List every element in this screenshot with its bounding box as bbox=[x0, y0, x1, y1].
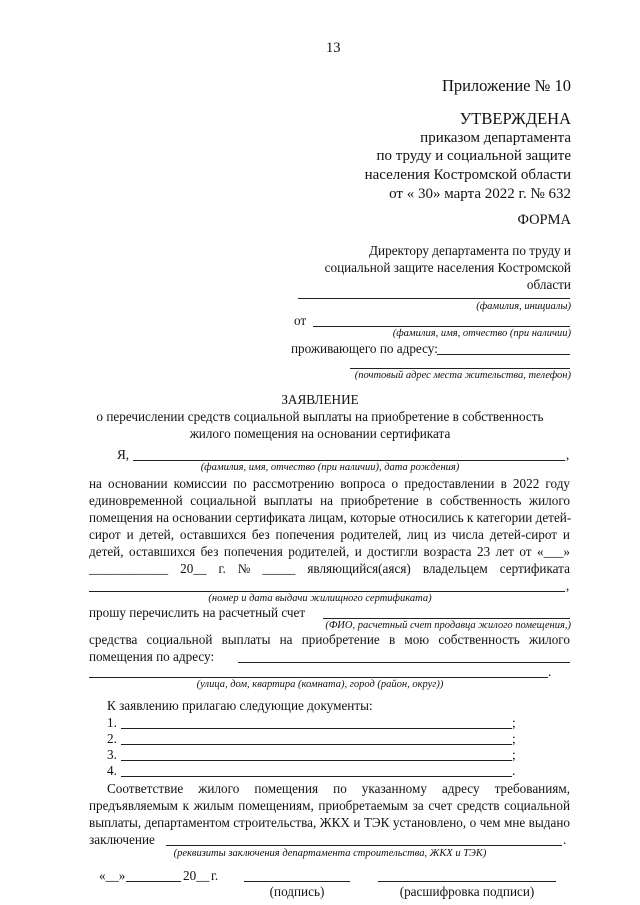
attachment-number-4: 4. bbox=[107, 763, 117, 778]
certificate-details-field[interactable] bbox=[89, 591, 565, 592]
name-initials-field[interactable] bbox=[298, 298, 570, 299]
seller-account-field[interactable] bbox=[323, 618, 570, 619]
caption-name-initials: (фамилия, инициалы) bbox=[476, 301, 571, 312]
caption-address: (улица, дом, квартира (комната), город (район, округ)) bbox=[196, 679, 444, 690]
conclusion-field[interactable] bbox=[166, 845, 562, 846]
caption-certificate: (номер и дата выдачи жилищного сертификата) bbox=[208, 593, 432, 604]
date-year-suffix: г. bbox=[211, 868, 219, 883]
attachment-end-1: ; bbox=[512, 715, 516, 730]
form-label: ФОРМА bbox=[517, 212, 571, 228]
cert-number-sign: № bbox=[237, 561, 251, 576]
approved-label: УТВЕРЖДЕНА bbox=[459, 109, 571, 128]
caption-full-name: (фамилия, имя, отчество (при наличии) bbox=[392, 328, 571, 339]
conclusion-label: заключение bbox=[89, 832, 155, 847]
caption-seller: (ФИО, расчетный счет продавца жилого помещения,) bbox=[325, 620, 571, 631]
paragraph-line-2: единовременной социальной выплаты на приобретение в собственность жилого bbox=[89, 493, 570, 508]
statement-subtitle-2: жилого помещения на основании сертификата bbox=[189, 426, 451, 441]
paragraph-line-3: помещения на основании сертификата лицам, которые относились к категории детей- bbox=[89, 510, 572, 525]
date-year[interactable]: 20__ bbox=[183, 868, 210, 883]
cert-date-blank[interactable]: ____________ bbox=[89, 561, 169, 576]
appendix-label: Приложение № 10 bbox=[441, 76, 571, 95]
paragraph-line-4: сирот и детей, оставшихся без попечения родителей, лиц из числа детей-сирот и bbox=[89, 527, 570, 542]
cert-being: являющийся(аяся) bbox=[307, 561, 411, 576]
caption-signature-decode: (расшифровка подписи) bbox=[399, 884, 535, 899]
from-label: от bbox=[294, 313, 307, 328]
approved-line-4: от « 30» марта 2022 г. № 632 bbox=[389, 186, 571, 202]
attachment-field-4[interactable] bbox=[121, 776, 512, 777]
address-line-end: . bbox=[548, 664, 552, 679]
property-address-field[interactable] bbox=[238, 662, 570, 663]
attachment-field-2[interactable] bbox=[121, 744, 512, 745]
attachments-label: К заявлению прилагаю следующие документы: bbox=[107, 698, 373, 713]
caption-signature: (подпись) bbox=[269, 884, 325, 899]
cert-number-blank[interactable]: _____ bbox=[262, 561, 296, 576]
conformity-line-1: Соответствие жилого помещения по указанному адресу требованиям, bbox=[107, 781, 570, 796]
caption-postal-address: (почтовый адрес места жительства, телефон) bbox=[354, 370, 571, 381]
certificate-line-end: , bbox=[566, 578, 570, 593]
attachment-end-2: ; bbox=[512, 731, 516, 746]
cert-year-suffix: г. bbox=[218, 561, 226, 576]
paragraph-line-5: детей, оставшихся без попечения родителей, и достигли возраста 23 лет от «___» bbox=[89, 544, 570, 559]
conclusion-end: . bbox=[563, 832, 567, 847]
addressee-line-3: области bbox=[526, 277, 571, 292]
full-name-field[interactable] bbox=[313, 326, 570, 327]
conformity-line-3: выплаты, департаментом строительства, ЖКХ и ТЭК установлено, о чем мне выдано bbox=[89, 815, 570, 830]
date-month-field[interactable] bbox=[126, 881, 181, 882]
attachment-field-3[interactable] bbox=[121, 760, 512, 761]
i-label: Я, bbox=[117, 447, 130, 462]
residence-address-field-2[interactable] bbox=[350, 368, 570, 369]
approved-line-1: приказом департамента bbox=[420, 130, 571, 146]
attachment-number-3: 3. bbox=[107, 747, 117, 762]
caption-applicant: (фамилия, имя, отчество (при наличии), дата рождения) bbox=[200, 462, 460, 473]
addressee-line-1: Директору департамента по труду и bbox=[369, 243, 571, 258]
page-number: 13 bbox=[326, 40, 341, 56]
attachment-end-4: . bbox=[512, 763, 516, 778]
approved-line-3: населения Костромской области bbox=[364, 167, 571, 183]
transfer-label: прошу перечислить на расчетный счет bbox=[89, 605, 306, 620]
statement-title: ЗАЯВЛЕНИЕ bbox=[281, 392, 359, 407]
property-address-field-2[interactable] bbox=[89, 677, 548, 678]
addressee-line-2: социальной защите населения Костромской bbox=[324, 260, 571, 275]
attachment-end-3: ; bbox=[512, 747, 516, 762]
attachment-number-2: 2. bbox=[107, 731, 117, 746]
applicant-field[interactable] bbox=[133, 460, 565, 461]
i-line-end: , bbox=[566, 447, 570, 462]
attachment-field-1[interactable] bbox=[121, 728, 512, 729]
signature-field[interactable] bbox=[244, 881, 350, 882]
date-day[interactable]: «__» bbox=[99, 868, 126, 883]
funds-line-2: помещения по адресу: bbox=[89, 649, 215, 664]
cert-certificate: сертификата bbox=[499, 561, 570, 576]
signature-decode-field[interactable] bbox=[378, 881, 556, 882]
cert-owner: владельцем bbox=[422, 561, 488, 576]
attachment-number-1: 1. bbox=[107, 715, 117, 730]
cert-year[interactable]: 20__ bbox=[180, 561, 207, 576]
conformity-line-2: предъявляемым к жилым помещениям, приобретаемым за счет средств социальной bbox=[89, 798, 570, 813]
residing-label: проживающего по адресу: bbox=[291, 341, 438, 356]
funds-line-1: средства социальной выплаты на приобретение в мою собственность жилого bbox=[89, 632, 570, 647]
caption-conclusion: (реквизиты заключения департамента строительства, ЖКХ и ТЭК) bbox=[173, 848, 487, 859]
residence-address-field[interactable] bbox=[437, 354, 570, 355]
statement-subtitle-1: о перечислении средств социальной выплаты на приобретение в собственность bbox=[96, 409, 544, 424]
certificate-line bbox=[89, 561, 570, 577]
paragraph-line-1: на основании комиссии по рассмотрению вопроса о предоставлении в 2022 году bbox=[89, 476, 570, 491]
approved-line-2: по труду и социальной защите bbox=[376, 148, 571, 164]
